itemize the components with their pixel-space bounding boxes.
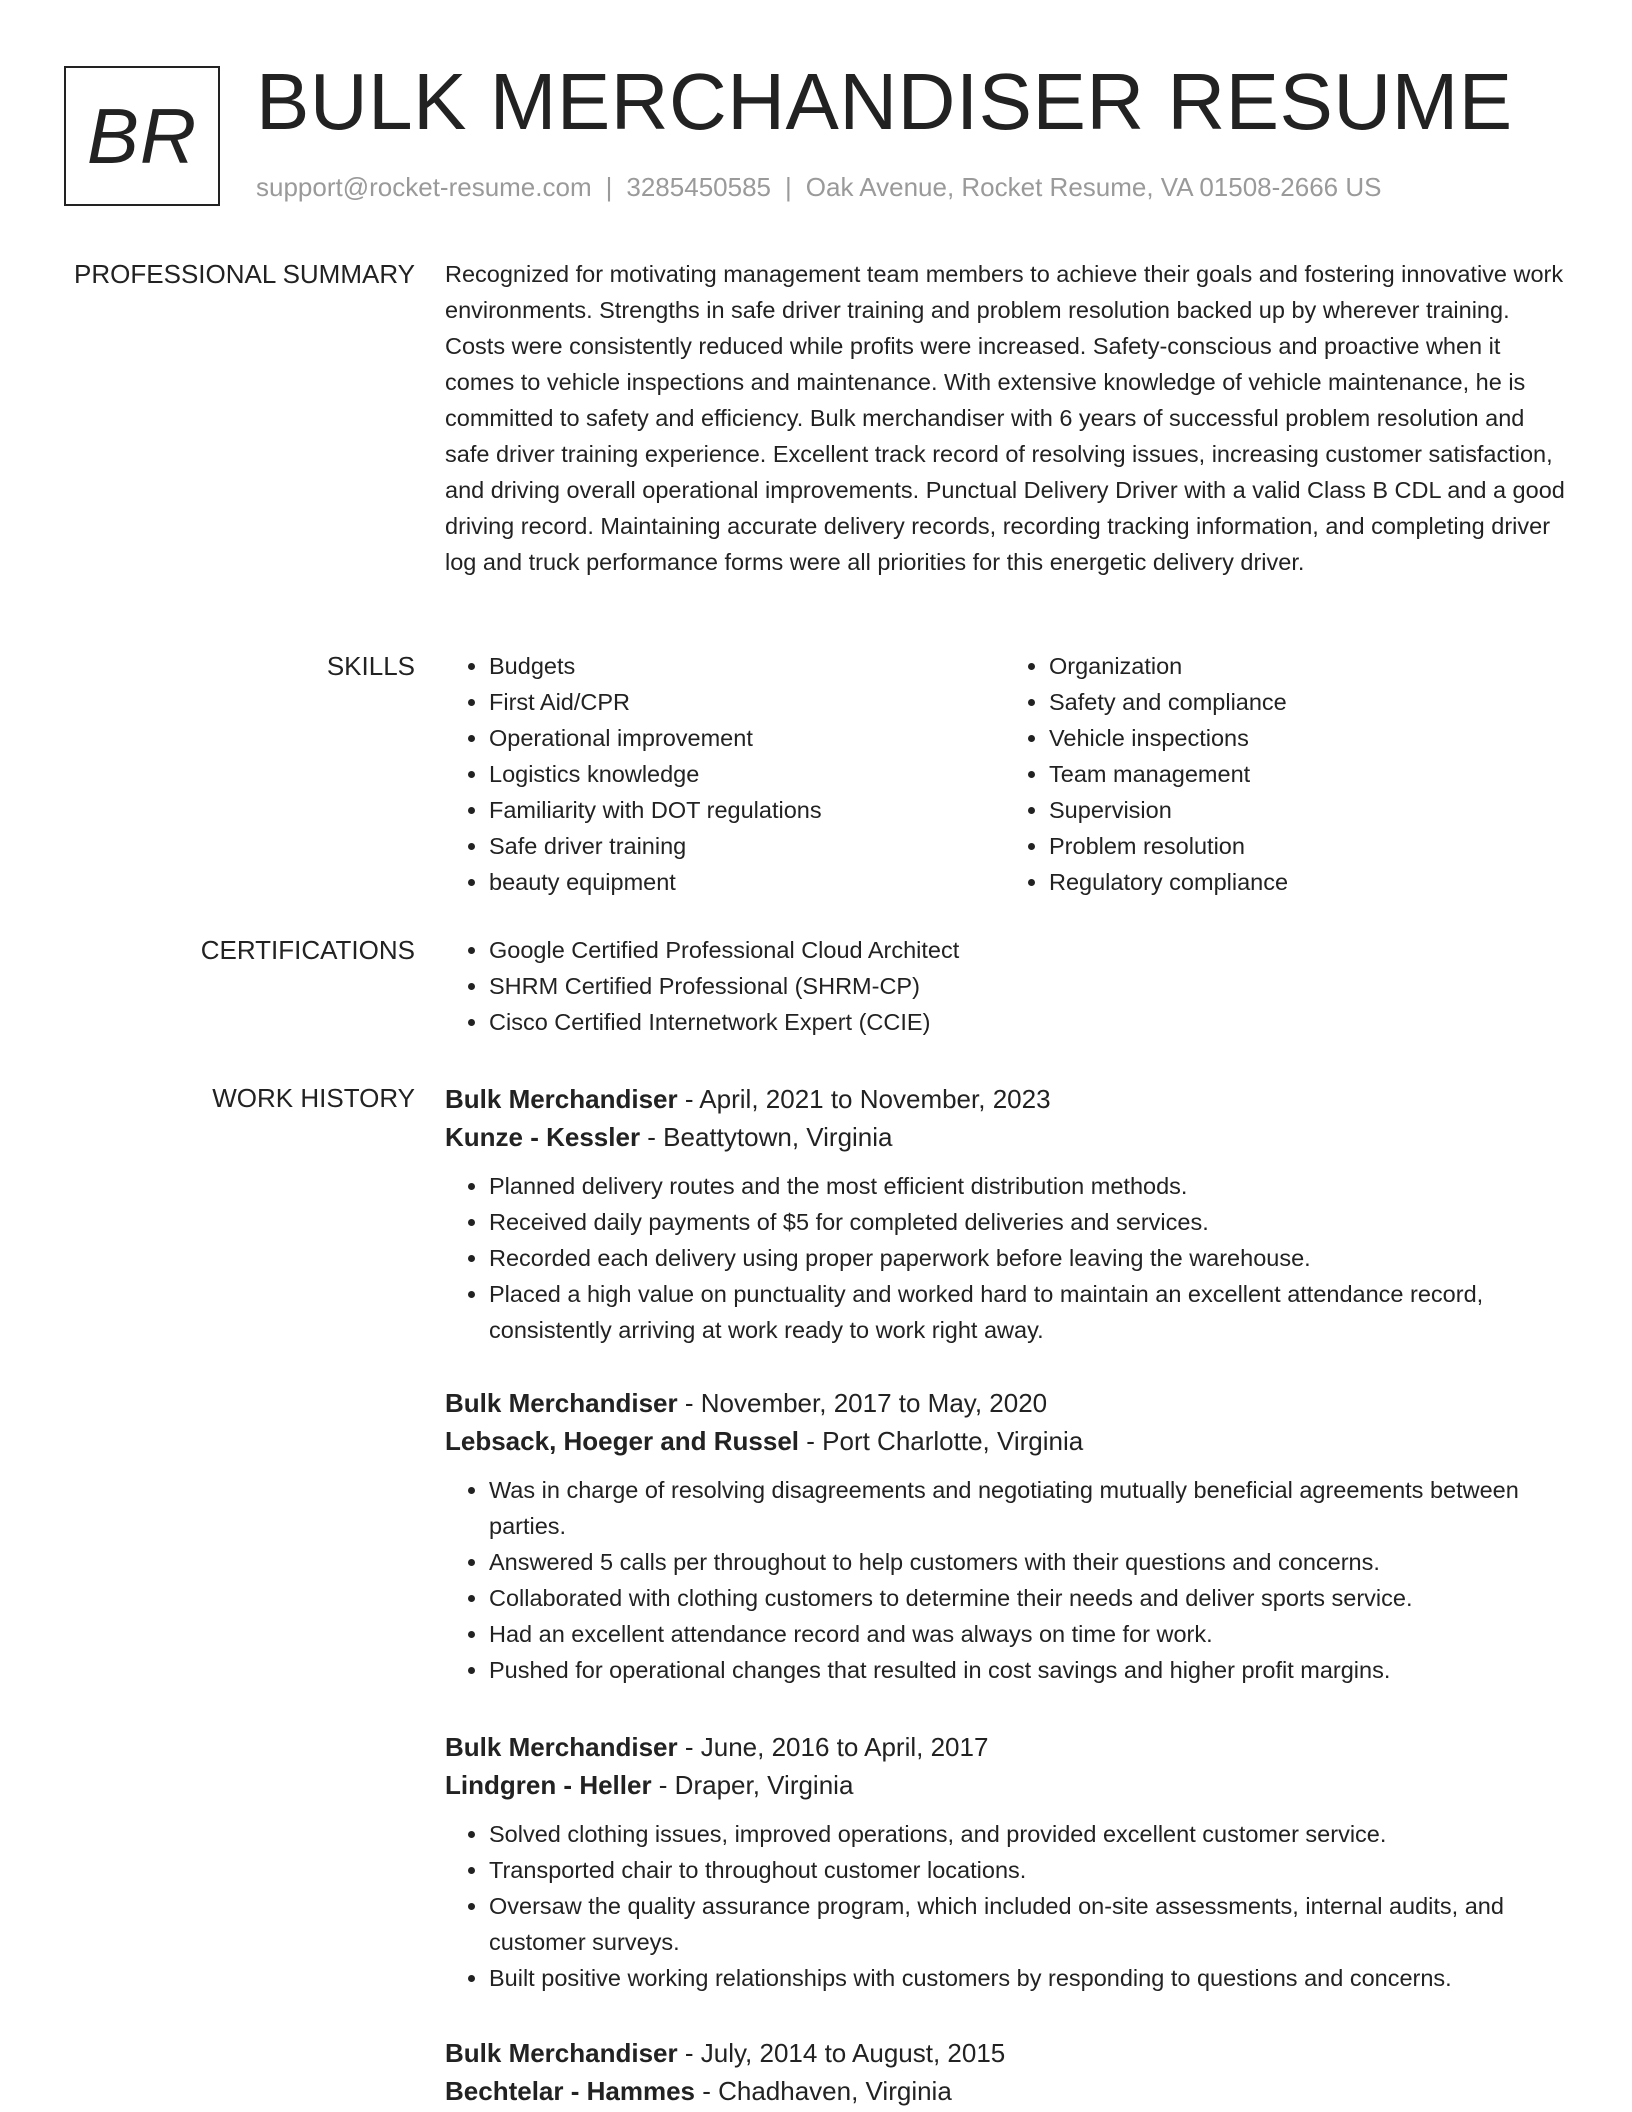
job-company: Lebsack, Hoeger and Russel — [445, 1426, 800, 1456]
job-company-line — [445, 1118, 1565, 1156]
job-bullet: • Pushed for operational changes that resulted in cost savings and higher profit margins. — [489, 1652, 1565, 1688]
skill-item: • Safety and compliance — [1049, 684, 1565, 720]
job-bullet: • Planned delivery routes and the most efficient distribution methods. — [489, 1168, 1565, 1204]
job-location: - Draper, Virginia — [651, 1770, 854, 1800]
skills-list-left — [445, 648, 1005, 900]
skill-item: • Problem resolution — [1049, 828, 1565, 864]
job-company: Kunze - Kessler — [445, 1122, 641, 1152]
skill-item: • Safe driver training — [489, 828, 1005, 864]
job-title-line — [445, 2034, 1565, 2072]
certification-item: • Cisco Certified Internetwork Expert (CCIE) — [489, 1004, 1565, 1040]
job-bullet: • Collaborated with clothing customers to determine their needs and deliver sports service. — [489, 1580, 1565, 1616]
summary-text: Recognized for motivating management team members to achieve their goals and fostering innovative work environments. Strengths in safe driver training and problem resolution backed up by wherever training. Costs were consistently reduced while profits were increased. Safety-conscious and proactive when it comes to vehicle inspections and maintenance. With extensive knowledge of vehicle maintenance, he is committed to safety and efficiency. Bulk merchandiser with 6 years of successful problem resolution and safe driver training experience. Excellent track record of resolving issues, increasing customer satisfaction, and driving overall operational improvements. Punctual Delivery Driver with a valid Class B CDL and a good driving record. Maintaining accurate delivery records, recording tracking information, and completing driver log and truck performance forms were all priorities for this energetic delivery driver. — [445, 261, 1565, 575]
skills-list-right — [1005, 648, 1565, 900]
skill-item: • Budgets — [489, 648, 1005, 684]
skill-item: • Operational improvement — [489, 720, 1005, 756]
job-bullet: • Placed a high value on punctuality and worked hard to maintain an excellent attendance record, consistently arriving at work ready to work right away. — [489, 1276, 1565, 1348]
job-company-line — [445, 2072, 1565, 2110]
certification-item: • Google Certified Professional Cloud Architect — [489, 932, 1565, 968]
job-bullet: • Had an excellent attendance record and was always on time for work. — [489, 1616, 1565, 1652]
job-title-line — [445, 1080, 1565, 1118]
email-text[interactable]: support@rocket-resume.com — [256, 172, 592, 202]
skill-item: • Vehicle inspections — [1049, 720, 1565, 756]
section-label-summary: PROFESSIONAL SUMMARY — [74, 259, 415, 289]
monogram-logo: BR — [64, 66, 220, 206]
job-title-line — [445, 1384, 1565, 1422]
job-title: Bulk Merchandiser — [445, 1732, 678, 1762]
job-title-line — [445, 1728, 1565, 1766]
job-location: - Beattytown, Virginia — [640, 1122, 893, 1152]
contact-separator: | — [605, 172, 613, 202]
job-entry — [445, 1728, 1565, 1996]
job-location: - Port Charlotte, Virginia — [799, 1426, 1084, 1456]
job-company-line — [445, 1422, 1565, 1460]
job-dates: - November, 2017 to May, 2020 — [677, 1388, 1048, 1418]
skill-item: • Team management — [1049, 756, 1565, 792]
job-dates: - July, 2014 to August, 2015 — [677, 2038, 1006, 2068]
job-bullet: • Received daily payments of $5 for completed deliveries and services. — [489, 1204, 1565, 1240]
certifications-list — [445, 932, 1565, 1040]
job-bullet: • Built positive working relationships with customers by responding to questions and concerns. — [489, 1960, 1565, 1996]
certification-item: • SHRM Certified Professional (SHRM-CP) — [489, 968, 1565, 1004]
job-entry — [445, 1384, 1565, 1688]
job-bullet: • Transported chair to throughout customer locations. — [489, 1852, 1565, 1888]
contact-separator: | — [785, 172, 792, 202]
job-title: Bulk Merchandiser — [445, 2038, 678, 2068]
job-bullet: • Oversaw the quality assurance program, which included on-site assessments, internal audits, and customer surveys. — [489, 1888, 1565, 1960]
job-bullet: • Was in charge of resolving disagreements and negotiating mutually beneficial agreements between parties. — [489, 1472, 1565, 1544]
address-text: Oak Avenue, Rocket Resume, VA 01508-2666 US — [805, 172, 1382, 202]
certifications-content — [445, 932, 1565, 1040]
job-location: - Chadhaven, Virginia — [695, 2076, 952, 2106]
job-bullets — [445, 1472, 1565, 1688]
job-bullet: • Answered 5 calls per throughout to help customers with their questions and concerns. — [489, 1544, 1565, 1580]
section-label-certifications: CERTIFICATIONS — [200, 935, 415, 965]
skill-item: • Logistics knowledge — [489, 756, 1005, 792]
skill-item: • Familiarity with DOT regulations — [489, 792, 1005, 828]
job-dates: - April, 2021 to November, 2023 — [677, 1084, 1051, 1114]
job-company: Lindgren - Heller — [445, 1770, 652, 1800]
skill-item: • Regulatory compliance — [1049, 864, 1565, 900]
job-bullets — [445, 1168, 1565, 1348]
job-entry — [445, 1080, 1565, 1348]
section-label-work-history: WORK HISTORY — [212, 1083, 415, 1113]
summary-content — [445, 256, 1565, 580]
skills-grid — [445, 648, 1565, 900]
page-title: BULK MERCHANDISER RESUME — [256, 57, 1513, 146]
job-bullets — [445, 1816, 1565, 1996]
job-title: Bulk Merchandiser — [445, 1388, 678, 1418]
skill-item: • beauty equipment — [489, 864, 1005, 900]
phone-text[interactable]: 3285450585 — [626, 172, 771, 202]
skill-item: • Supervision — [1049, 792, 1565, 828]
job-title: Bulk Merchandiser — [445, 1084, 678, 1114]
job-company-line — [445, 1766, 1565, 1804]
skill-item: • Organization — [1049, 648, 1565, 684]
section-label-skills: SKILLS — [326, 651, 415, 681]
job-bullet: • Solved clothing issues, improved operations, and provided excellent customer service. — [489, 1816, 1565, 1852]
job-bullet: • Recorded each delivery using proper paperwork before leaving the warehouse. — [489, 1240, 1565, 1276]
contact-line — [256, 172, 1382, 203]
job-entry — [445, 2034, 1565, 2110]
job-dates: - June, 2016 to April, 2017 — [677, 1732, 989, 1762]
skill-item: • First Aid/CPR — [489, 684, 1005, 720]
job-company: Bechtelar - Hammes — [445, 2076, 695, 2106]
